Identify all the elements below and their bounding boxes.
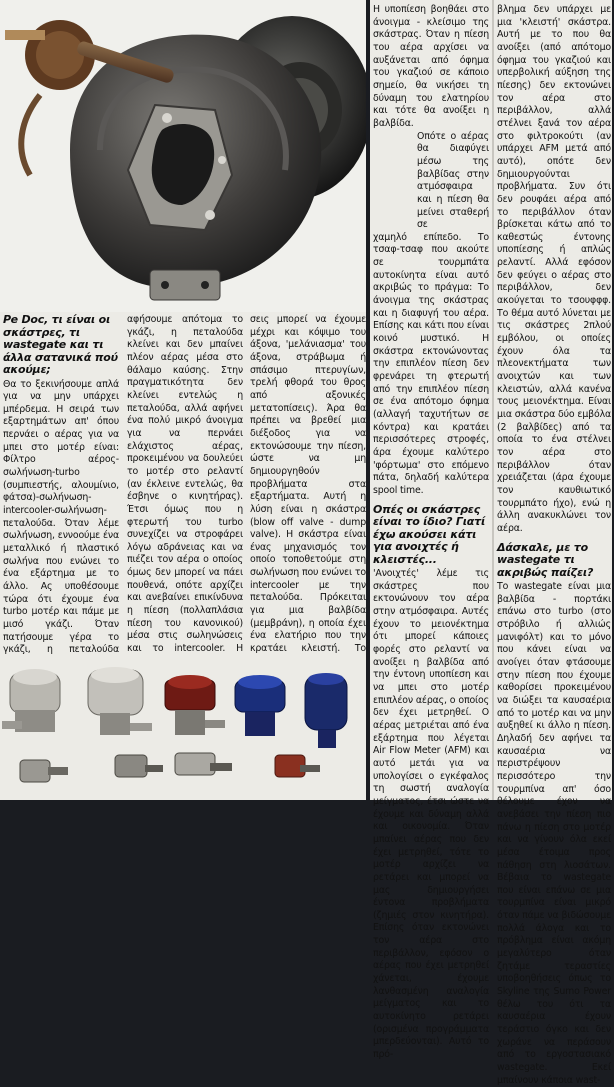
column-1-text: Θα το ξεκινήσουμε απλά για να μην υπάρχει μπέρδεμα. Η σειρά των εξαρτημάτων απ' όπου περνάει ο αέρας για να μπει στο μοτέρ είναι: Φίλτρο αέρος-σωλήνωση-turbo (συμπιεστής, αλουμίνιο, φάτσα)-σωλήνωση-intercooler-σωλήνωση-πεταλούδα. Όταν λέμε σωλήνωση, εννοούμε ένα μεταλλικό ή πλαστικό σωλήνα που ενώνει το ένα εξάρτημα με το άλλο. Ας υποθέσουμε τώρα ότι έχουμε ένα turbo μοτέρ και πάμε με μισό γκάζι. Όταν πατήσουμε γέρα το γκάζι, η πεταλούδα: [3, 378, 119, 656]
turbocharger-photo: [0, 0, 366, 312]
section-heading-doc: Pe Doc, τι είναι οι σκάστρες, τι wastegate και τι άλλα σατανικά πού ακούμε;: [3, 313, 118, 376]
gutter-vertical: [366, 0, 370, 800]
column-3-text: σεις μπορεί να έχουμε μέχρι και κόψιμο του άξονα, 'μελάνιασμα' του άξονα, στράβωμα ή σπάσιμο πτερυγίων, τρελή φθορά του θρος από αξονικές μετατοπίσεις). Άρα θα πρέπει να βρεθεί μια διέξοδος για να εκτονώσουμε την πίεση, ώστε να μη δημιουργηθούν προβλήματα στα εξαρτήματα. Αυτή η λύση είναι η σκάστρα (blow off valve - dump valve). Η σκάστρα είναι ένας μηχανισμός τον οποίο τοποθετούμε στη σωλήνωση που ενώνει το intercooler με την πεταλούδα. Πρόκειται για μια βαλβίδα (μεμβράνη), η οποία έχει ένα ελατήριο που την κρατάει κλειστή. Το: [250, 314, 366, 655]
section-heading-wastegate: Δάσκαλε, με το wastegate τι ακριβώς παίζει?: [497, 540, 594, 579]
column-2-text: αφήσουμε απότομα το γκάζι, η πεταλούδα κλείνει και δεν μπαίνει πλέον αέρας μέσα στο θάλαμο καύσης. Στην πραγματικότητα δεν κλείνει εντελώς η πεταλούδα, αλλά αφήνει ένα πολύ μικρό άνοιγμα για να περνάει ελάχιστος αέρας, προκειμένου να δουλεύει το μοτέρ στο ρελαντί (αν έκλεινε εντελώς, θα έσβηνε ο κινητήρας). Έτσι όμως που η φτερωτή του turbo συνεχίζει να στροφάρει λόγω αδράνειας και να πιέζει τον αέρα ο οποίος όμως δεν μπορεί να πάει πουθενά, οπότε αρχίζει και ανεβαίνει επικίνδυνα η πίεση (πολλαπλάσια πίεση του κανονικού) μέσα στις σωληνώσεις και το intercooler. Η: [127, 314, 243, 655]
column-4: [373, 4, 489, 1062]
blow-off-valves-photo: [0, 655, 366, 800]
column-5-text: βλημα δεν υπάρχει με μια 'κλειστή' σκάστρα. Αυτή με το που θα ανοίξει (από απότομο όφημα του γκαζιού και υπερβολική αύξηση της πίεσης) δεν εκτονώνει τον αέρα στο περιβάλλον, αλλά στέλνει ξανά τον αέρα στο φιλτροκούτι (αν υπάρχει AFM μετά από αυτό), οπότε δεν δημιουργούνται προβλήματα. Συν ότι δεν ρουφάει αέρα από το περιβάλλον όταν βρίσκεται κάτω από το καθεστώς έντονης υποπίεσης ή απλώς ρελαντί. Αλλά εφόσον δεν φεύγει ο αέρας στο περιβάλλον, δεν ακούγεται το τσουφφφ. Το θέμα αυτό λύνεται με τις σκάστρες 2πλού εμβόλου, οι οποίες έχουν όλα τα πλεονεκτήματα των ανοιχτών και των κλειστών, αλλά κανένα τους μειονέκτημα. Είναι μια σκάστρα δύο εμβόλα (2 βαλβίδες) από τα οποία το ένα στέλνει τον αέρα στο περιβάλλον όταν χρειάζεται (άρα έχουμε τον καυθιωτικό τουρμπάτο ήχο), ενώ η άλλη ανακυκλώνει τον αέρα.: [497, 4, 611, 534]
column-4-body2: 'Ανοιχτές' λέμε τις σκάστρες που εκτονώνουν τον αέρα στην ατμόσφαιρα. Αυτές έχουν το μειονέκτημα ότι μπορεί κάποιες φορές στο ρελαντί να ανοίξει η βαλβίδα από την έντονη υποπίεση και να μπει στο μοτέρ επιπλέον αέρας, ο οποίος δεν έχει μετρηθεί. Ο αέρας μετριέται από ένα εξάρτημα που λέγεται Air Flow Meter (AFM) και αυτό μετάι για να υπολογίσει ο εγκέφαλος τη σωστή αναλογία μείγματος, έτσι ώστε να έχουμε και δύναμη αλλά και οικονομία. Όταν μπαίνει αέρας που δεν έχει μετρηθεί, τότε το μοτέρ αρχίζει να ρετάρει και μπορεί να μας δημιουργήσει έντονα προβλήματα (ζημιές στον κινητήρα). Επίσης όταν εκτονώνει τον αέρα στο περιβάλλον, εφόσον ο αέρας που έχει μετρηθεί χάνεται, έχουμε λανθασμένη αναλογία μείγματος και το αυτοκίνητο ρετάρει (ορισμένα προγράμματα μπερδεύονται). Αυτό το πρό-: [373, 568, 489, 1061]
column-5: [497, 4, 611, 1087]
gutter-vertical-right: [492, 0, 494, 800]
column-4-rest: χαμηλό επίπεδο. Το τσαφ-τσαφ που ακούτε σε τουρμπάτα αυτοκίνητα είναι αυτό ακριβώς το πράγμα: Το άνοιγμα της σκάστρας και η διαφυγή του αέρα. Επίσης και κάτι που είναι κοινό μυστικό. Η σκάστρα εκτονώνοντας την επιπλέον πίεση δεν φρενάρει τη φτερωτή από την επιπλέον πίεση σε ένα απότομο όφημα (αλλαγή ταχυτήτων σε κόντρα) και κρατάει περισσότερες στροφές, άρα έχουμε καλύτερο 'φόρτωμα' στο επόμενο πάτα, δηλαδή καλύτερα spool time.: [373, 231, 489, 496]
column-4-indented: Οπότε ο αέρας θα διαφύγει μέσω της βαλβίδας στην ατμόσφαιρα και η πίεση θα μείνει σταθερή σε: [417, 130, 489, 231]
column-4-intro: Η υποπίεση βοηθάει στο άνοιγμα - κλείσιμο της σκάστρας. Όταν η πίεση του αέρα αρχίσει να αυξάνεται από όφημα του γκαζιού σε κάποιο σημείο, θα νικήσει τη δύναμη του ελατηρίου και τότε θα ανοίξει η βαλβίδα.: [373, 4, 489, 129]
column-5-body2: Το wastegate είναι μια βαλβίδα - πορτάκι επάνω στο turbo (στο στρόβιλο ή αλλιώς μανιφόλτ) και το μόνο που κάνει είναι να ανοίγει όταν φτάσουμε στην πίεση που έχουμε καθορίσει προκειμένου να διώξει τα καυσαέρια από το μοτέρ και να μην αυξηθεί κι άλλο η πίεση. Δηλαδή δεν αφήνει τα καυσαέρια να περιστρέψουν περισσότερο την τουρμπίνα απ' όσο θέλουμε έχον να ανεβάσει την πίεση πιο πάνω η πίεση στο μοτέρ και να γίνουν όλα εκεί μέσα έτοιμα προς πάθηση στη λιοσάτων. Βέβαια το wastegate που είναι επάνω σε μια τουρμπίνα είναι μικρό όταν πάμε να βιδώσουμε πολλά άλογα και το πρόβλημα είναι ακόμη μεγαλύτερο όταν ζητάμε τεραστίες υποβοηθήσεις όπως το Skyline της Sumo Power θέλω του ότι τα καυσαέρια έχουν τεράστιο όγκο και δεν χωράνε να περάσουν από το εργοστασιακό wastegate. Εκεί μπαίνουν κάποια wast-: [497, 581, 611, 1086]
silver-valve-1-icon: [2, 669, 60, 732]
section-heading-valves: Οπές οι σκάστρες είναι το ίδιο? Γιατί έχω ακούσει κάτι για ανοιχτές ή κλειστές...: [373, 502, 486, 566]
